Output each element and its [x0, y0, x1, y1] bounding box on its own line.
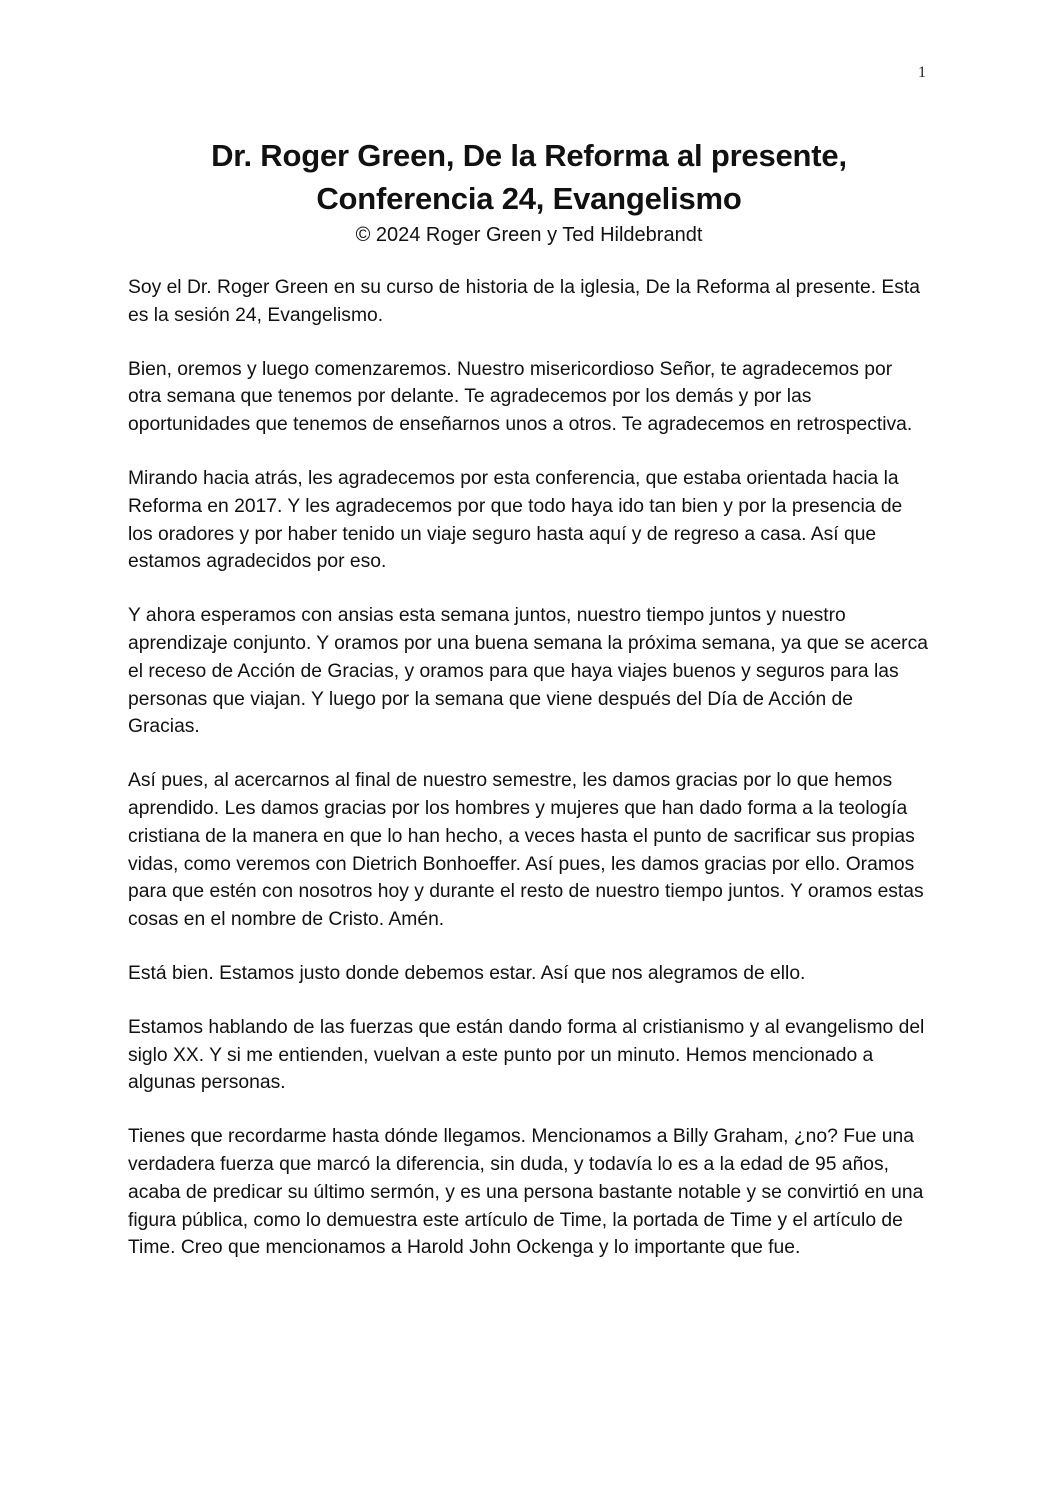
- paragraph: Bien, oremos y luego comenzaremos. Nuestro misericordioso Señor, te agradecemos por otra semana que tenemos por delante. Te agradecemos por los demás y por las oportunidades que tenemos de enseñarnos unos a otros. Te agradecemos en retrospectiva.: [128, 358, 913, 436]
- page-number: 1: [918, 64, 926, 81]
- paragraph: Estamos hablando de las fuerzas que están dando forma al cristianismo y al evangelismo del siglo XX. Y si me entienden, vuelvan a este punto por un minuto. Hemos mencionado a algunas personas.: [128, 1016, 925, 1094]
- paragraph: Tienes que recordarme hasta dónde llegamos. Mencionamos a Billy Graham, ¿no? Fue una verdadera fuerza que marcó la diferencia, sin duda, y todavía lo es a la edad de 95 años, acaba de predicar su último sermón, y es una persona bastante notable y se convirtió en una figura pública, como lo demuestra este artículo de Time, la portada de Time y el artículo de Time. Creo que mencionamos a Harold John Ockenga y lo importante que fue.: [128, 1126, 924, 1259]
- document-header: [0, 134, 1058, 250]
- document-title-line-2: Conferencia 24, Evangelismo: [316, 181, 742, 216]
- document-body: [128, 274, 930, 1288]
- paragraph: Soy el Dr. Roger Green en su curso de historia de la iglesia, De la Reforma al presente. Esta es la sesión 24, Evangelismo.: [128, 277, 920, 326]
- paragraph: Así pues, al acercarnos al final de nuestro semestre, les damos gracias por lo que hemos aprendido. Les damos gracias por los hombres y mujeres que han dado forma a la teología cristiana de la manera en que lo han hecho, a veces hasta el punto de sacrificar sus propias vidas, como veremos con Dietrich Bonhoeffer. Así pues, les damos gracias por ello. Oramos para que estén con nosotros hoy y durante el resto de nuestro tiempo juntos. Y oramos estas cosas en el nombre de Cristo. Amén.: [128, 770, 924, 931]
- document-title-line-1: Dr. Roger Green, De la Reforma al presente,: [211, 138, 847, 173]
- paragraph: Y ahora esperamos con ansias esta semana juntos, nuestro tiempo juntos y nuestro aprendizaje conjunto. Y oramos por una buena semana la próxima semana, ya que se acerca el receso de Acción de Gracias, y oramos para que haya viajes buenos y seguros para las personas que viajan. Y luego por la semana que viene después del Día de Acción de Gracias.: [128, 605, 928, 738]
- copyright-notice: © 2024 Roger Green y Ted Hildebrandt: [355, 224, 703, 246]
- paragraph: Está bien. Estamos justo donde debemos estar. Así que nos alegramos de ello.: [128, 962, 806, 984]
- paragraph: Mirando hacia atrás, les agradecemos por esta conferencia, que estaba orientada hacia la Reforma en 2017. Y les agradecemos por que todo haya ido tan bien y por la presencia de los oradores y por haber tenido un viaje seguro hasta aquí y de regreso a casa. Así que estamos agradecidos por eso.: [128, 467, 903, 573]
